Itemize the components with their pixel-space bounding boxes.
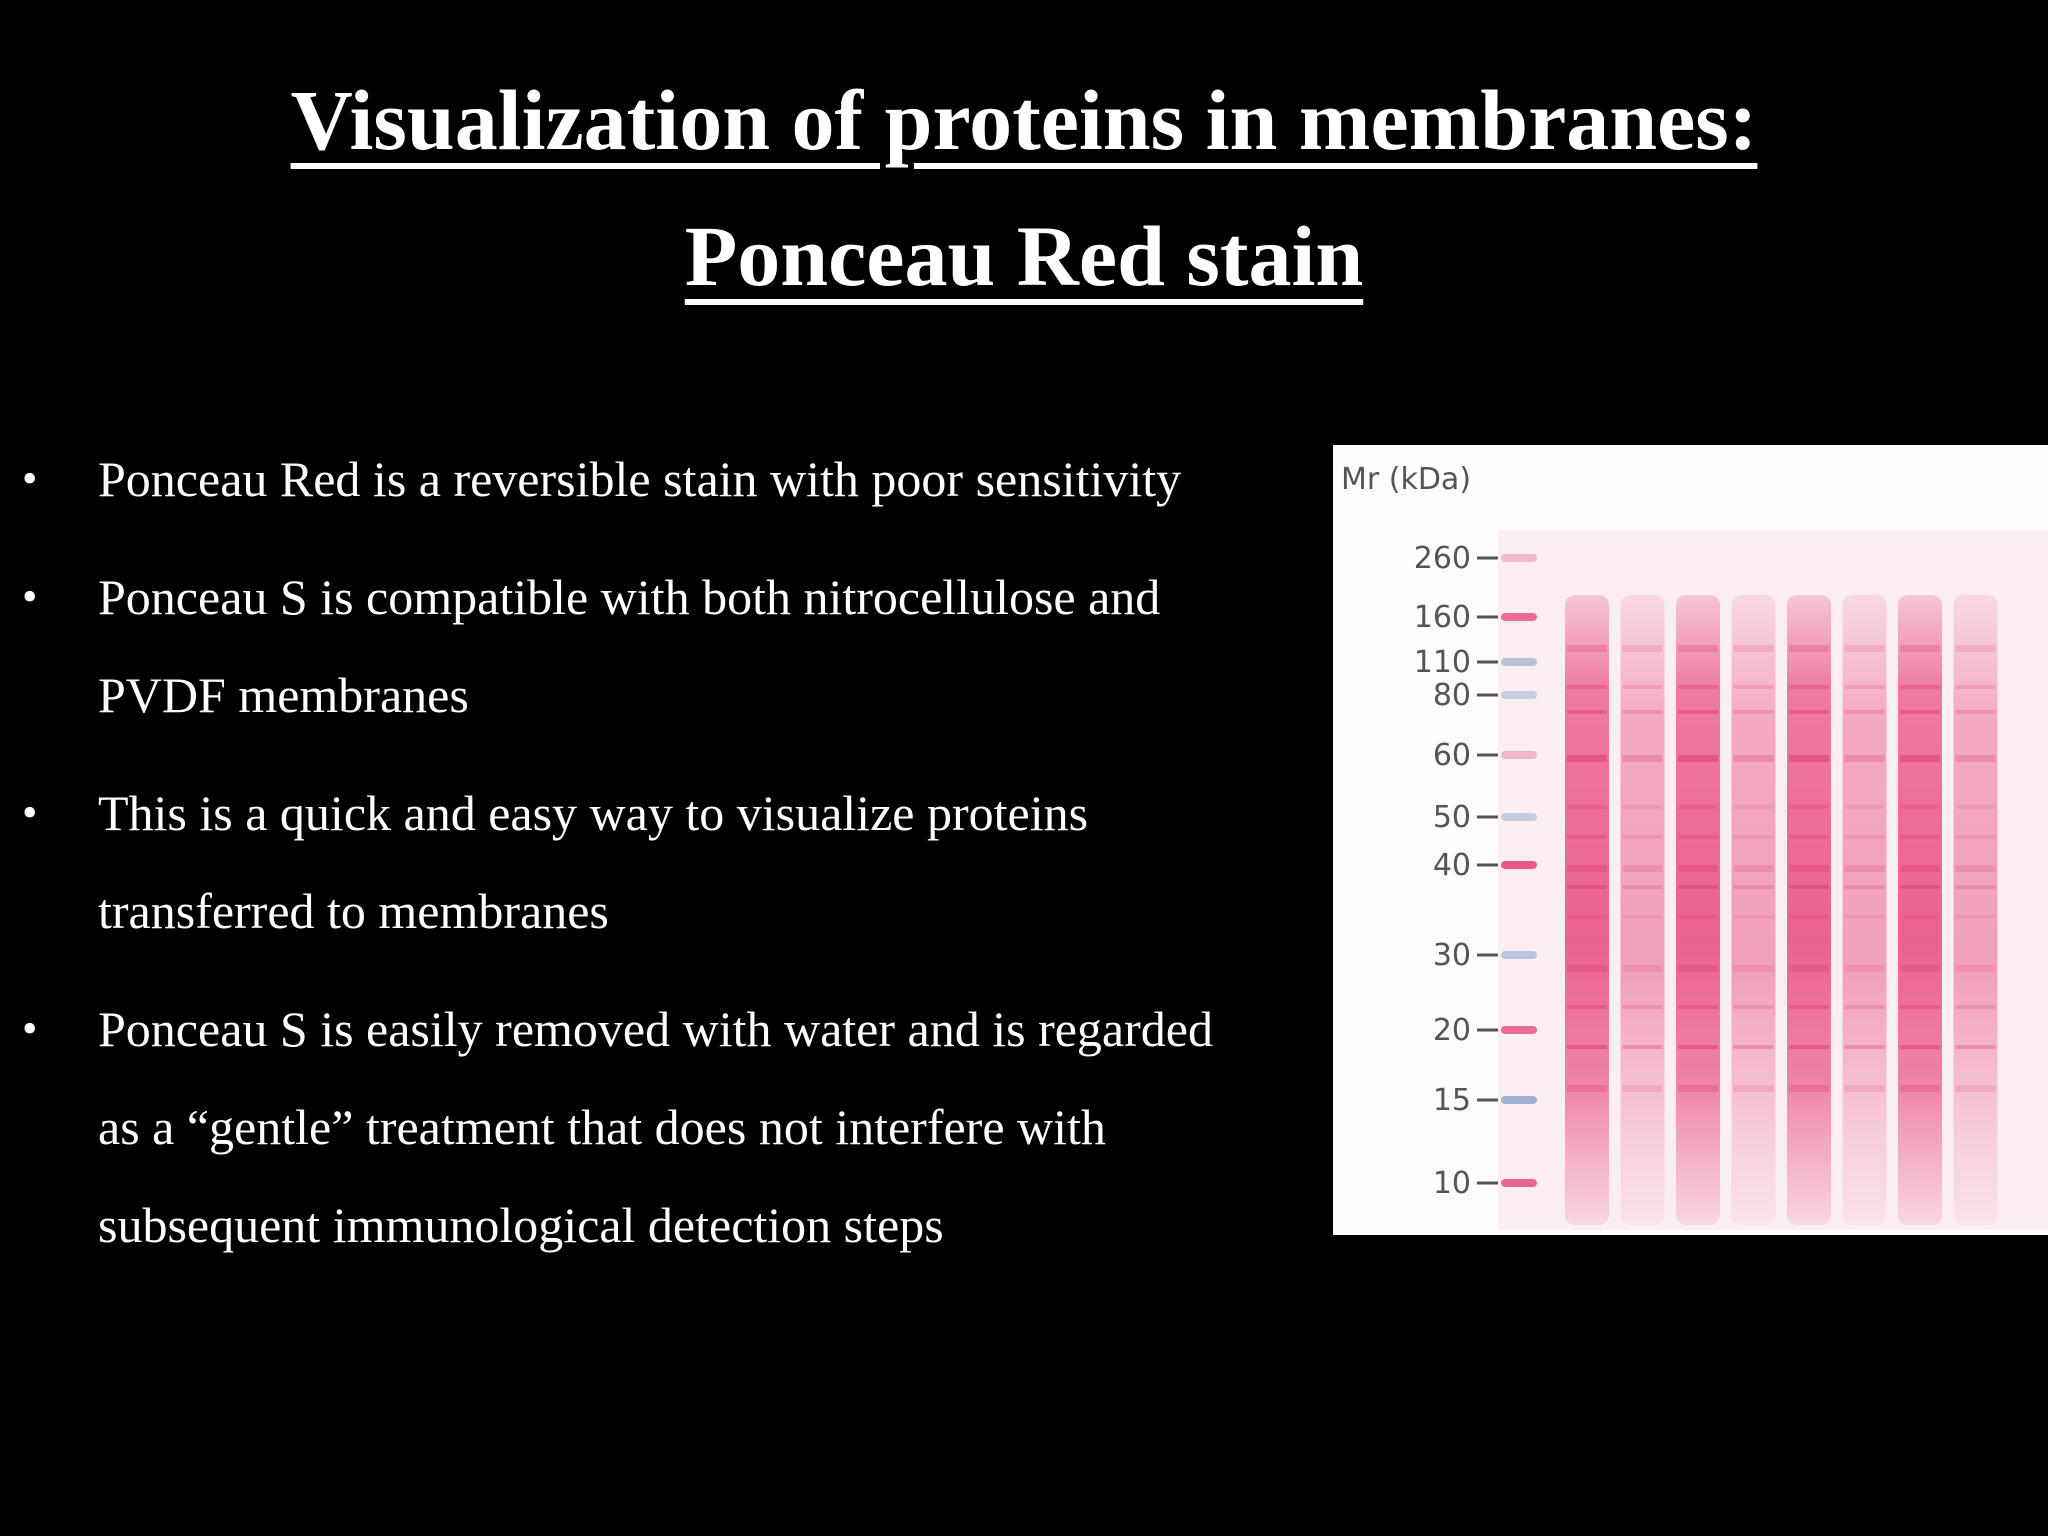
protein-band xyxy=(1900,1005,1940,1009)
protein-band xyxy=(1900,685,1940,689)
protein-band xyxy=(1734,865,1774,872)
marker-label: 20 xyxy=(1432,1013,1471,1048)
protein-band xyxy=(1734,885,1774,889)
marker-band xyxy=(1501,861,1537,869)
marker-label: 80 xyxy=(1432,678,1471,713)
sample-lane xyxy=(1565,595,1609,1225)
protein-band xyxy=(1623,835,1663,839)
protein-band xyxy=(1900,805,1940,809)
protein-band xyxy=(1567,865,1607,872)
marker-label: 30 xyxy=(1432,938,1471,973)
protein-band xyxy=(1956,645,1996,652)
protein-band xyxy=(1734,645,1774,652)
ponceau-stain-membrane-image xyxy=(1333,445,2048,1235)
marker-band xyxy=(1501,691,1537,699)
protein-band xyxy=(1734,805,1774,809)
protein-band xyxy=(1678,1005,1718,1009)
bullet-line: transferred to membranes xyxy=(98,883,609,939)
sample-lane xyxy=(1843,595,1887,1225)
protein-band xyxy=(1623,805,1663,809)
protein-band xyxy=(1956,835,1996,839)
sample-lane xyxy=(1676,595,1720,1225)
protein-band xyxy=(1567,710,1607,714)
protein-band xyxy=(1789,1005,1829,1009)
protein-band xyxy=(1845,1005,1885,1009)
marker-band xyxy=(1501,1096,1537,1104)
bullet-line: Ponceau S is easily removed with water and is regarded xyxy=(98,1001,1213,1057)
protein-band xyxy=(1845,885,1885,889)
protein-band xyxy=(1678,685,1718,689)
protein-band xyxy=(1734,755,1774,762)
sample-lane xyxy=(1732,595,1776,1225)
protein-band xyxy=(1789,685,1829,689)
protein-band xyxy=(1678,835,1718,839)
protein-band xyxy=(1678,965,1718,972)
protein-band xyxy=(1789,1045,1829,1049)
protein-band xyxy=(1900,965,1940,972)
protein-band xyxy=(1567,915,1607,919)
protein-band xyxy=(1678,885,1718,889)
protein-band xyxy=(1845,1085,1885,1092)
protein-band xyxy=(1734,1045,1774,1049)
marker-label: 10 xyxy=(1432,1166,1471,1201)
protein-band xyxy=(1900,865,1940,872)
protein-band xyxy=(1789,1085,1829,1092)
protein-band xyxy=(1623,755,1663,762)
protein-band xyxy=(1567,755,1607,762)
title-line-1: Visualization of proteins in membranes: xyxy=(290,72,1758,168)
bullet-dot-icon: • xyxy=(22,1004,38,1053)
protein-band xyxy=(1845,805,1885,809)
marker-label: 15 xyxy=(1432,1083,1471,1118)
marker-band xyxy=(1501,951,1537,959)
bullet-item xyxy=(0,764,1340,960)
protein-band xyxy=(1567,835,1607,839)
protein-band xyxy=(1956,1045,1996,1049)
protein-band xyxy=(1678,915,1718,919)
protein-band xyxy=(1789,755,1829,762)
protein-band xyxy=(1956,805,1996,809)
protein-band xyxy=(1900,1085,1940,1092)
marker-label: 110 xyxy=(1413,645,1471,680)
marker-band xyxy=(1501,1026,1537,1034)
bullet-line: subsequent immunological detection steps xyxy=(98,1197,944,1253)
marker-label: 50 xyxy=(1432,800,1471,835)
marker-band xyxy=(1501,751,1537,759)
protein-band xyxy=(1789,915,1829,919)
protein-band xyxy=(1900,915,1940,919)
protein-band xyxy=(1789,965,1829,972)
protein-band xyxy=(1734,1005,1774,1009)
protein-band xyxy=(1623,885,1663,889)
marker-label: 40 xyxy=(1432,848,1471,883)
protein-band xyxy=(1623,710,1663,714)
bullet-item xyxy=(0,548,1340,744)
bullet-dot-icon: • xyxy=(22,788,38,837)
protein-band xyxy=(1789,835,1829,839)
protein-band xyxy=(1623,865,1663,872)
bullet-list xyxy=(0,430,1340,1294)
protein-band xyxy=(1678,645,1718,652)
protein-band xyxy=(1623,1085,1663,1092)
protein-band xyxy=(1789,885,1829,889)
protein-band xyxy=(1623,915,1663,919)
protein-band xyxy=(1956,755,1996,762)
bullet-dot-icon: • xyxy=(22,454,38,503)
bullet-line: as a “gentle” treatment that does not interfere with xyxy=(98,1099,1106,1155)
protein-band xyxy=(1845,710,1885,714)
axis-label: Mr (kDa) xyxy=(1341,462,1472,497)
protein-band xyxy=(1845,915,1885,919)
protein-band xyxy=(1623,1005,1663,1009)
sample-lane xyxy=(1898,595,1942,1225)
protein-band xyxy=(1623,1045,1663,1049)
protein-band xyxy=(1845,645,1885,652)
protein-band xyxy=(1567,1045,1607,1049)
protein-band xyxy=(1734,835,1774,839)
marker-band xyxy=(1501,1179,1537,1187)
protein-band xyxy=(1900,755,1940,762)
protein-band xyxy=(1956,1005,1996,1009)
protein-band xyxy=(1678,805,1718,809)
protein-band xyxy=(1956,915,1996,919)
marker-band xyxy=(1501,613,1537,621)
protein-band xyxy=(1789,645,1829,652)
protein-band xyxy=(1567,1085,1607,1092)
protein-band xyxy=(1734,965,1774,972)
sample-lane xyxy=(1787,595,1831,1225)
protein-band xyxy=(1678,755,1718,762)
slide-title xyxy=(0,52,2048,324)
marker-label: 60 xyxy=(1432,738,1471,773)
protein-band xyxy=(1567,885,1607,889)
protein-band xyxy=(1900,1045,1940,1049)
protein-band xyxy=(1567,645,1607,652)
marker-label: 160 xyxy=(1413,600,1471,635)
protein-band xyxy=(1567,805,1607,809)
protein-band xyxy=(1789,805,1829,809)
protein-band xyxy=(1956,865,1996,872)
membrane-figure xyxy=(1333,445,2048,1235)
title-line-2: Ponceau Red stain xyxy=(684,208,1364,304)
protein-band xyxy=(1567,685,1607,689)
protein-band xyxy=(1678,1085,1718,1092)
protein-band xyxy=(1845,755,1885,762)
protein-band xyxy=(1956,710,1996,714)
protein-band xyxy=(1623,645,1663,652)
protein-band xyxy=(1678,1045,1718,1049)
bullet-item xyxy=(0,430,1340,528)
protein-band xyxy=(1900,710,1940,714)
bullet-item xyxy=(0,980,1340,1274)
marker-label: 260 xyxy=(1413,541,1471,576)
bullet-dot-icon: • xyxy=(22,572,38,621)
protein-band xyxy=(1845,685,1885,689)
protein-band xyxy=(1734,710,1774,714)
protein-band xyxy=(1678,865,1718,872)
protein-band xyxy=(1956,965,1996,972)
protein-band xyxy=(1567,1005,1607,1009)
bullet-line: Ponceau S is compatible with both nitrocellulose and xyxy=(98,569,1161,625)
protein-band xyxy=(1623,965,1663,972)
protein-band xyxy=(1900,885,1940,889)
marker-band xyxy=(1501,658,1537,666)
protein-band xyxy=(1734,685,1774,689)
bullet-line: Ponceau Red is a reversible stain with poor sensitivity xyxy=(98,451,1182,507)
protein-band xyxy=(1845,865,1885,872)
protein-band xyxy=(1734,1085,1774,1092)
protein-band xyxy=(1900,645,1940,652)
protein-band xyxy=(1956,885,1996,889)
bullet-line: This is a quick and easy way to visualize proteins xyxy=(98,785,1089,841)
protein-band xyxy=(1789,865,1829,872)
protein-band xyxy=(1845,1045,1885,1049)
protein-band xyxy=(1956,685,1996,689)
protein-band xyxy=(1734,915,1774,919)
marker-band xyxy=(1501,813,1537,821)
protein-band xyxy=(1678,710,1718,714)
bullet-line: PVDF membranes xyxy=(98,667,469,723)
protein-band xyxy=(1956,1085,1996,1092)
sample-lane xyxy=(1954,595,1998,1225)
protein-band xyxy=(1845,835,1885,839)
protein-band xyxy=(1623,685,1663,689)
protein-band xyxy=(1567,965,1607,972)
protein-band xyxy=(1789,710,1829,714)
protein-band xyxy=(1900,835,1940,839)
protein-band xyxy=(1845,965,1885,972)
marker-band xyxy=(1501,554,1537,562)
sample-lane xyxy=(1621,595,1665,1225)
